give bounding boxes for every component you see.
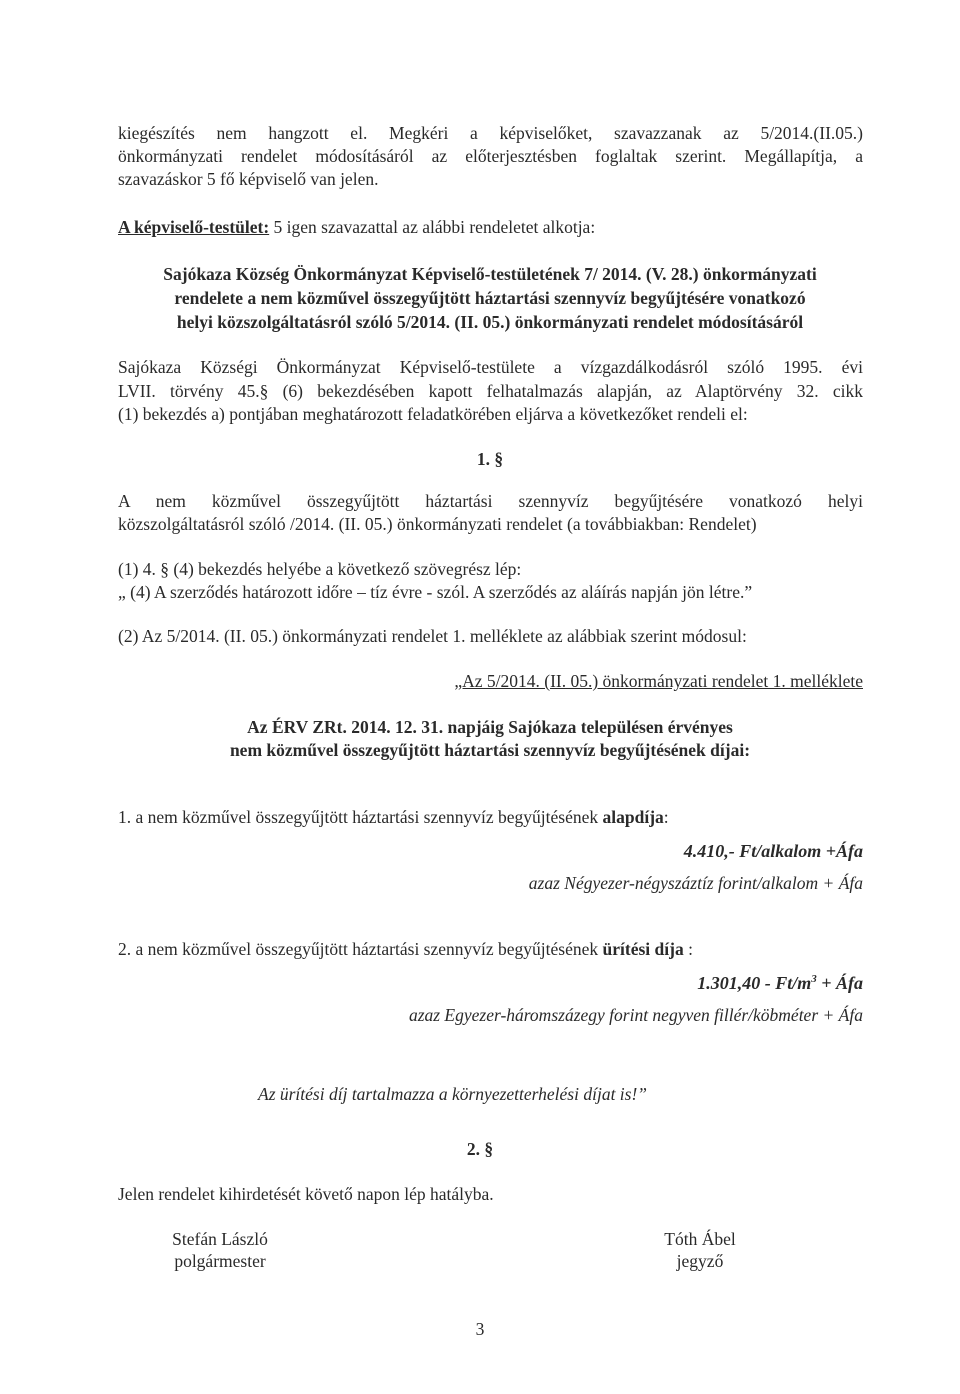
fee-2-amount-main: 1.301,40 - Ft/m (697, 973, 812, 993)
preamble-line-1: Sajókaza Községi Önkormányzat Képviselő-testülete a vízgazdálkodásról szóló 1995. évi (118, 357, 863, 377)
fee-2-words: azaz Egyezer-háromszázegy forint negyven fillér/köbméter + Áfa (408, 1005, 863, 1025)
signature-left-name: Stefán László (172, 1229, 268, 1249)
decision-text: 5 igen szavazattal az alábbi rendeletet alkotja: (269, 217, 596, 237)
annex-heading-line-2: nem közművel összegyűjtött háztartási szennyvíz begyűjtésének díjai: (229, 740, 751, 760)
fee-2-label (118, 938, 693, 960)
section-1-item-2: (2) Az 5/2014. (II. 05.) önkormányzati rendelet 1. melléklete az alábbiak szerint módosul: (118, 626, 747, 646)
fee-2-label-bold: ürítési díja (602, 939, 684, 959)
regulation-title-line-2: rendelete a nem közművel összegyűjtött háztartási szennyvíz begyűjtésére vonatkozó (174, 288, 806, 308)
fee-2-label-prefix: 2. a nem közművel összegyűjtött háztartási szennyvíz begyűjtésének (118, 939, 603, 959)
section-1-item-1-line-2: „ (4) A szerződés határozott időre – tíz évre - szól. A szerződés az aláírás napján jön létre.” (118, 582, 753, 602)
signature-left-title: polgármester (174, 1251, 266, 1271)
fee-2-amount-sup: 3 (811, 973, 817, 985)
preamble-line-2: LVII. törvény 45.§ (6) bekezdésében kapott felhatalmazás alapján, az Alaptörvény 32. cikk (118, 381, 863, 401)
fee-1-label-suffix: : (663, 807, 669, 827)
decision-line (118, 216, 595, 238)
intro-line-2: önkormányzati rendelet módosításáról az előterjesztésben foglaltak szerint. Megállapítja, a (118, 146, 863, 166)
page-number: 3 (475, 1319, 485, 1339)
section-1-para-line-1: A nem közművel összegyűjtött háztartási szennyvíz begyűjtésére vonatkozó helyi (118, 491, 863, 511)
annex-heading-line-1: Az ÉRV ZRt. 2014. 12. 31. napjáig Sajókaza településen érvényes (247, 717, 733, 737)
section-1-item-1-line-1: (1) 4. § (4) bekezdés helyébe a következő szövegrész lép: (118, 559, 522, 579)
fee-1-label-bold: alapdíja (602, 807, 664, 827)
section-2-heading: 2. § (466, 1139, 494, 1159)
intro-line-1: kiegészítés nem hangzott el. Megkéri a képviselőket, szavazzanak az 5/2014.(II.05.) (118, 123, 863, 143)
fee-1-label (118, 806, 669, 828)
intro-line-3: szavazáskor 5 fő képviselő van jelen. (118, 169, 379, 189)
signature-right-name: Tóth Ábel (664, 1229, 736, 1249)
section-2-text: Jelen rendelet kihirdetését követő napon lép hatályba. (118, 1184, 494, 1204)
fee-note: Az ürítési díj tartalmazza a környezetterhelési díjat is!” (258, 1084, 648, 1104)
preamble-line-3: (1) bekezdés a) pontjában meghatározott feladatkörében eljárva a következőket rendeli el: (118, 404, 748, 424)
decision-label: A képviselő-testület: (118, 217, 270, 237)
fee-1-label-prefix: 1. a nem közművel összegyűjtött háztartási szennyvíz begyűjtésének (118, 807, 603, 827)
fee-1-amount: 4.410,- Ft/alkalom +Áfa (683, 841, 863, 861)
regulation-title-line-1: Sajókaza Község Önkormányzat Képviselő-testületének 7/ 2014. (V. 28.) önkormányzati (163, 264, 817, 284)
section-1-heading: 1. § (476, 449, 504, 469)
annex-reference: „Az 5/2014. (II. 05.) önkormányzati rendelet 1. melléklete (454, 671, 863, 691)
regulation-title-line-3: helyi közszolgáltatásról szóló 5/2014. (II. 05.) önkormányzati rendelet módosításáról (176, 312, 804, 332)
fee-2-amount (420, 972, 863, 994)
fee-2-label-suffix: : (683, 939, 693, 959)
signature-right-title: jegyző (676, 1251, 724, 1271)
fee-2-amount-tail: + Áfa (816, 973, 863, 993)
section-1-para-line-2: közszolgáltatásról szóló /2014. (II. 05.) önkormányzati rendelet (a továbbiakban: Rendelet) (118, 514, 757, 534)
fee-1-words: azaz Négyezer-négyszáztíz forint/alkalom + Áfa (528, 873, 863, 893)
